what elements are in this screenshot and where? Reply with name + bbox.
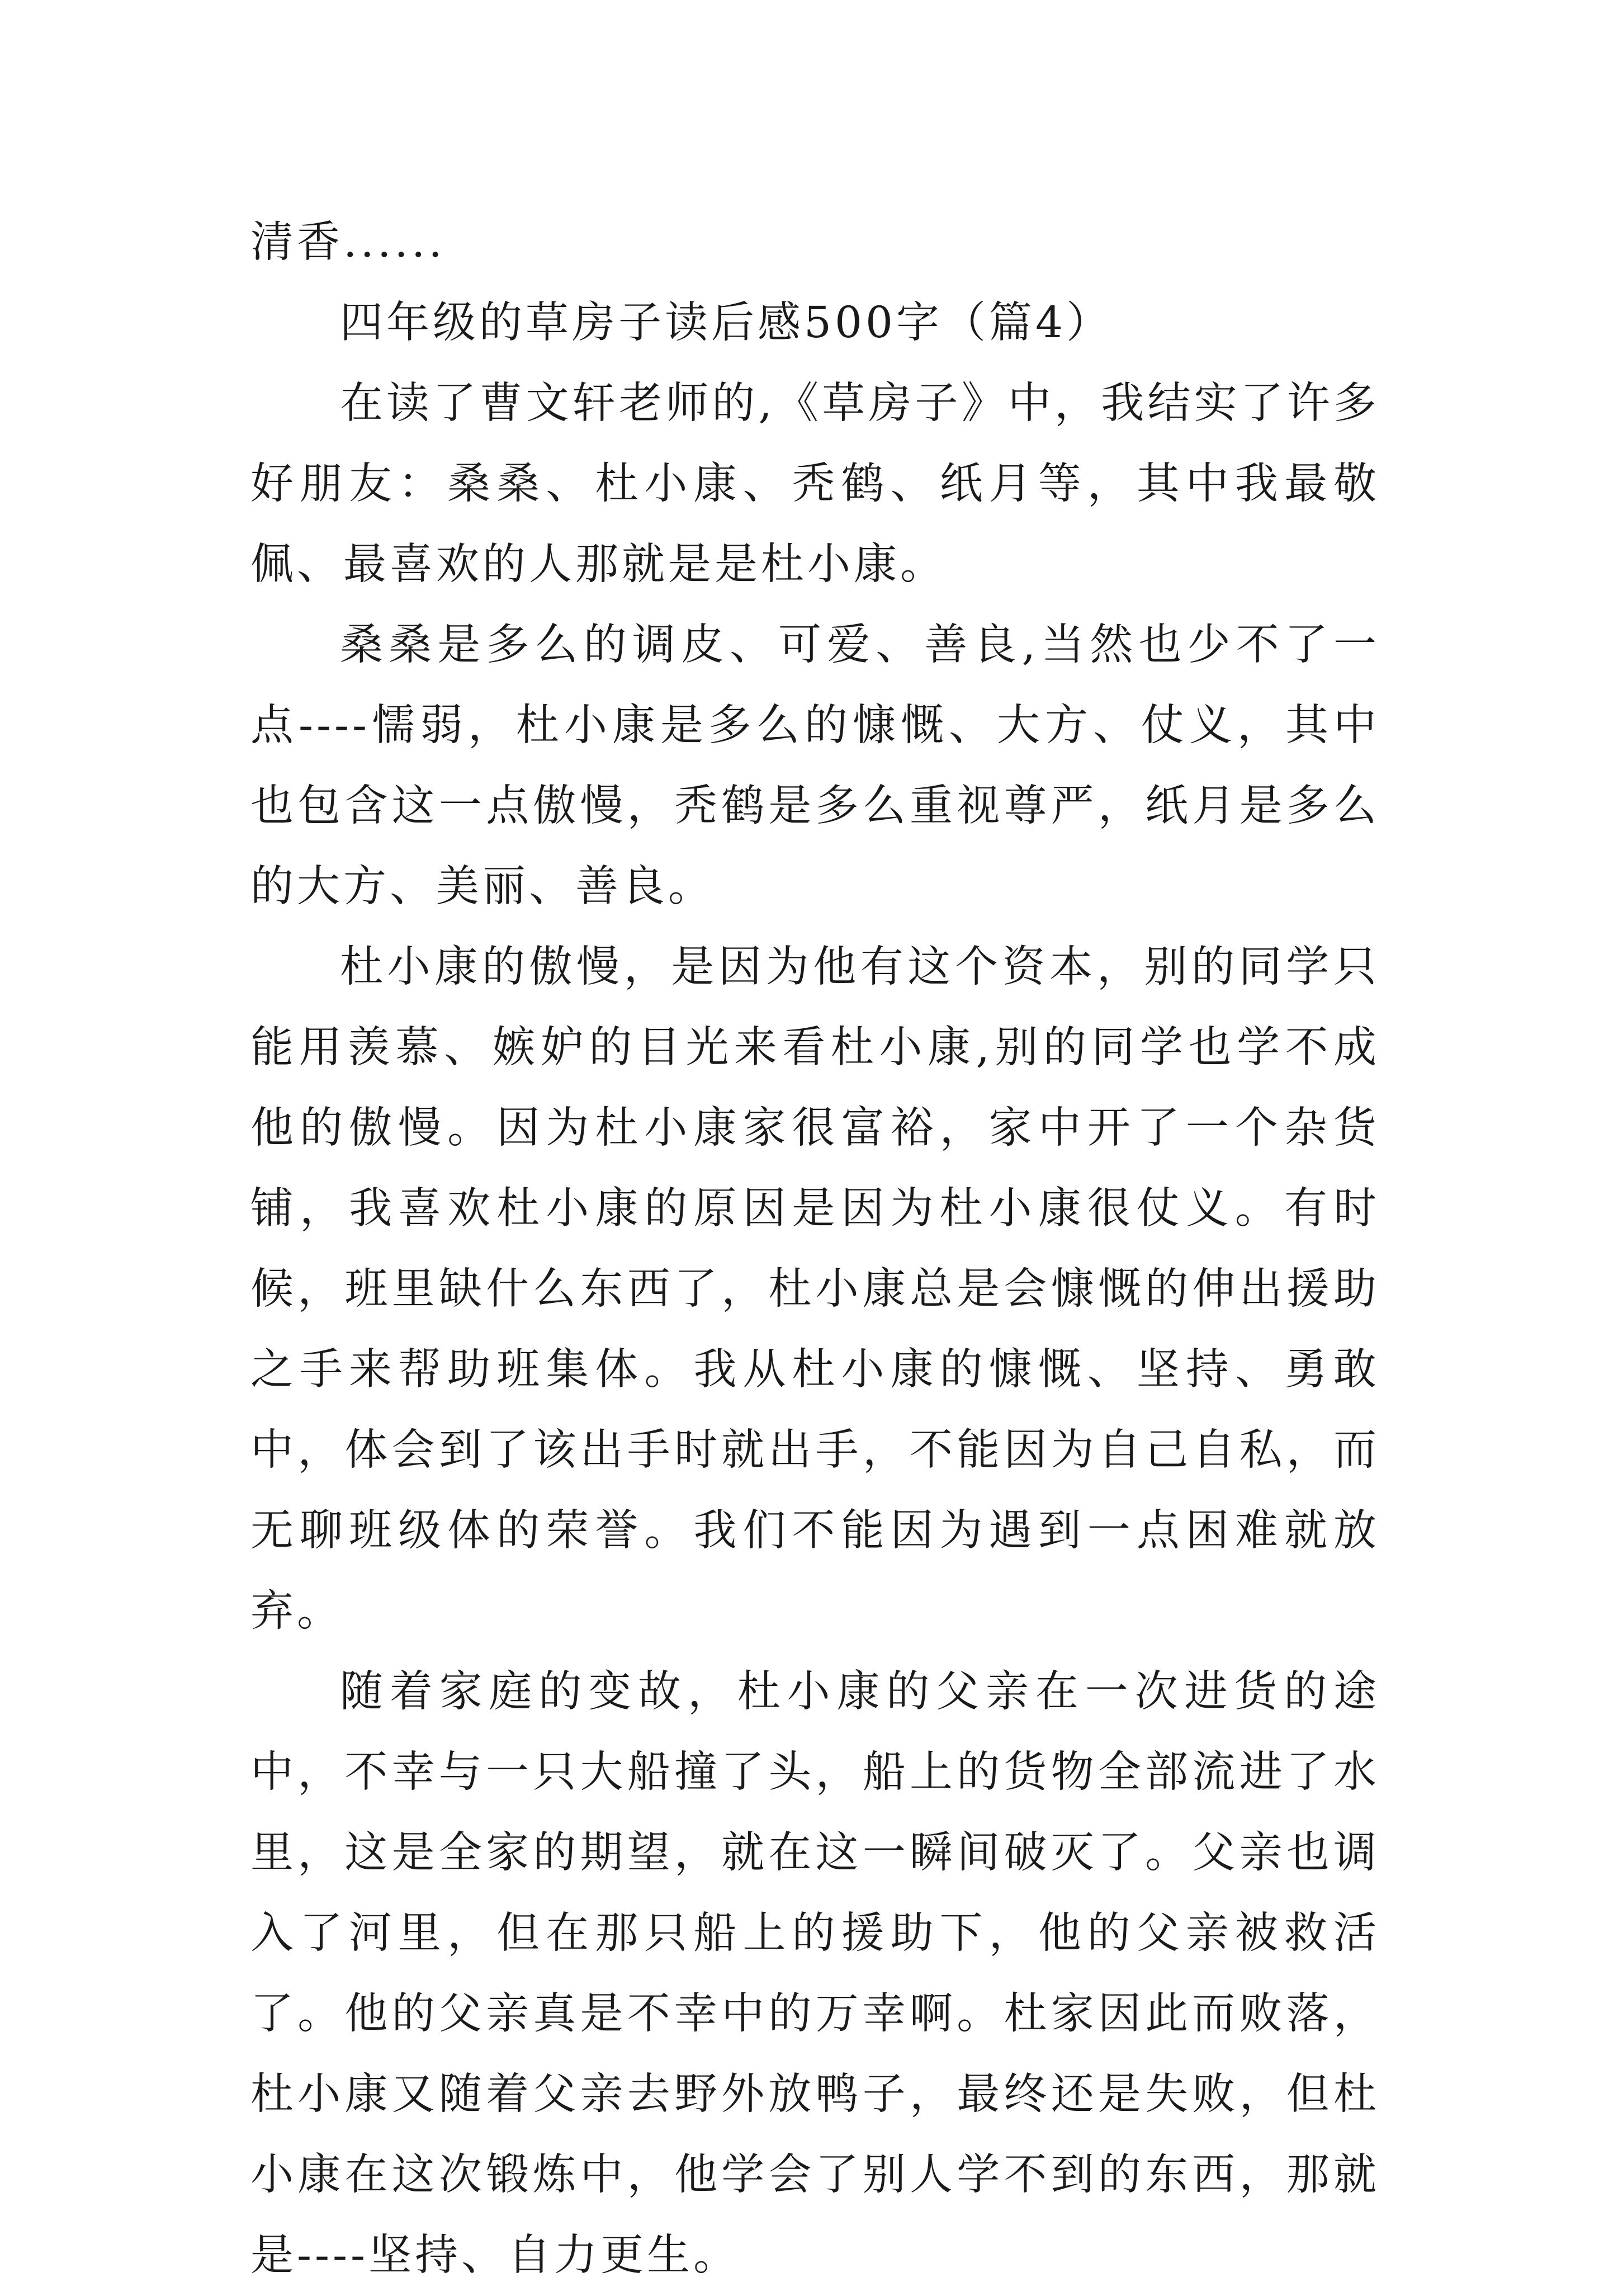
paragraph-4: 随着家庭的变故，杜小康的父亲在一次进货的途中，不幸与一只大船撞了头，船上的货物全部流进了水里，这是全家的期望，就在这一瞬间破灭了。父亲也调入了河里，但在那只船上的援助下，他的父亲被救活了。他的父亲真是不幸中的万幸啊。杜家因此而败落，杜小康又随着父亲去野外放鸭子，最终还是失败，但杜小康在这次锻炼中，他学会了别人学不到的东西，那就是----坚持、自力更生。 [250, 1667, 1380, 2280]
paragraph-2: 桑桑是多么的调皮、可爱、善良,当然也少不了一点----懦弱，杜小康是多么的慷慨、大方、仗义，其中也包含这一点傲慢，秃鹤是多么重视尊严，纸月是多么的大方、美丽、善良。 [250, 620, 1380, 911]
document-body [250, 202, 1380, 2296]
continuation-text: 清香...... [250, 218, 446, 267]
paragraph-3: 杜小康的傲慢，是因为他有这个资本，别的同学只能用羡慕、嫉妒的目光来看杜小康,别的同学也学不成他的傲慢。因为杜小康家很富裕，家中开了一个杂货铺，我喜欢杜小康的原因是因为杜小康很仗义。有时候，班里缺什么东西了，杜小康总是会慷慨的伸出援助之手来帮助班集体。我从杜小康的慷慨、坚持、勇敢中，体会到了该出手时就出手，不能因为自己自私，而无聊班级体的荣誉。我们不能因为遇到一点困难就放弃。 [250, 942, 1380, 1636]
paragraph-1: 在读了曹文轩老师的,《草房子》中，我结实了许多好朋友：桑桑、杜小康、秃鹤、纸月等，其中我最敬佩、最喜欢的人那就是是杜小康。 [250, 379, 1380, 589]
section-heading: 四年级的草房子读后感500字（篇4） [340, 298, 1113, 348]
